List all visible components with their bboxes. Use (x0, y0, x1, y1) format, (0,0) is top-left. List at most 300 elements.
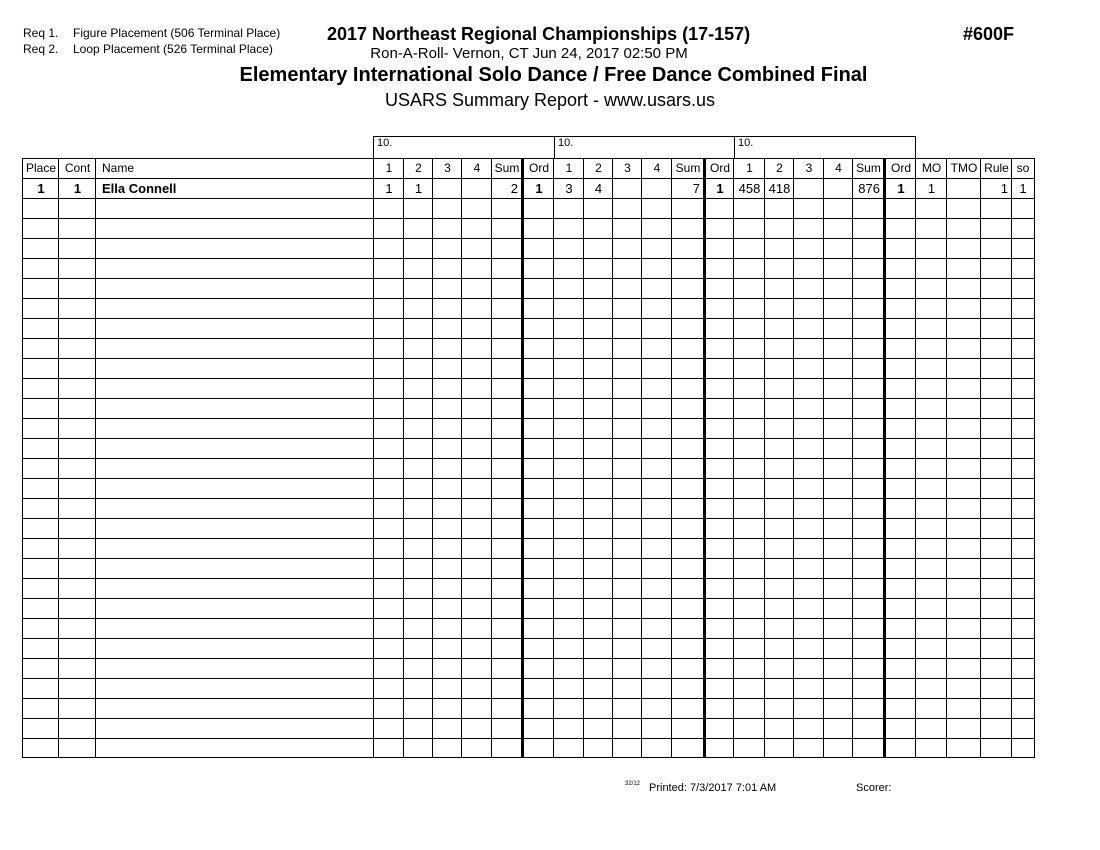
cell-j3-1 (733, 618, 765, 638)
cell-place (22, 518, 59, 538)
cell-j1-1 (373, 358, 404, 378)
cell-j1-3 (432, 618, 462, 638)
cell-j1-sum (491, 258, 522, 278)
cell-j2-4 (641, 438, 672, 458)
cell-j3-2 (764, 578, 794, 598)
cell-j2-ord (703, 418, 734, 438)
cell-j3-3 (793, 198, 824, 218)
cell-j2-ord (703, 718, 734, 738)
cell-j3-ord (883, 658, 916, 678)
cell-j3-ord: 1 (883, 178, 916, 198)
cell-j3-2 (764, 218, 794, 238)
cell-j1-2 (403, 338, 433, 358)
cell-cont (58, 698, 96, 718)
cell-j3-4 (823, 198, 853, 218)
cell-j3-3 (793, 498, 824, 518)
cell-j1-3 (432, 258, 462, 278)
cell-so (1011, 418, 1035, 438)
cell-j1-4 (461, 378, 492, 398)
cell-name (95, 418, 374, 438)
cell-j3-ord (883, 598, 916, 618)
cell-j2-ord (703, 698, 734, 718)
cell-j3-sum (852, 398, 884, 418)
cell-rule (980, 738, 1012, 758)
cell-j3-ord (883, 618, 916, 638)
cell-j3-sum (852, 278, 884, 298)
cell-j3-2 (764, 338, 794, 358)
cell-cont (58, 318, 96, 338)
cell-rule (980, 358, 1012, 378)
cell-so (1011, 398, 1035, 418)
cell-j1-4 (461, 538, 492, 558)
cell-j3-4 (823, 218, 853, 238)
cell-mo (915, 238, 947, 258)
cell-name (95, 618, 374, 638)
cell-name (95, 298, 374, 318)
requirement-2-label: Req 2. (23, 42, 59, 56)
cell-j1-sum (491, 638, 522, 658)
cell-j2-ord (703, 598, 734, 618)
cell-tmo (946, 618, 981, 638)
cell-j2-3 (612, 718, 642, 738)
cell-j3-ord (883, 718, 916, 738)
cell-mo (915, 598, 947, 618)
cell-j1-1 (373, 198, 404, 218)
cell-j3-4 (823, 458, 853, 478)
cell-j3-sum (852, 538, 884, 558)
cell-j2-2 (583, 418, 613, 438)
cell-j2-sum (671, 378, 704, 398)
cell-j1-2 (403, 398, 433, 418)
cell-j2-sum (671, 638, 704, 658)
cell-j1-3 (432, 558, 462, 578)
cell-name (95, 398, 374, 418)
cell-j3-ord (883, 338, 916, 358)
cell-j1-3 (432, 218, 462, 238)
cell-j3-ord (883, 258, 916, 278)
cell-j3-1 (733, 378, 765, 398)
cell-j2-4 (641, 538, 672, 558)
cell-j3-sum (852, 578, 884, 598)
cell-j2-2 (583, 658, 613, 678)
cell-j2-2 (583, 678, 613, 698)
cell-j2-1 (553, 358, 584, 378)
cell-j3-1 (733, 498, 765, 518)
cell-j3-sum (852, 198, 884, 218)
column-header-place: Place (22, 158, 59, 178)
cell-tmo (946, 498, 981, 518)
cell-j3-sum (852, 738, 884, 758)
cell-j1-2 (403, 258, 433, 278)
cell-j1-4 (461, 618, 492, 638)
cell-j1-sum (491, 218, 522, 238)
cell-cont (58, 458, 96, 478)
cell-j2-3 (612, 198, 642, 218)
cell-name (95, 358, 374, 378)
cell-j3-3 (793, 718, 824, 738)
cell-j2-sum (671, 258, 704, 278)
cell-j2-2 (583, 578, 613, 598)
cell-j1-4 (461, 498, 492, 518)
cell-j1-1 (373, 238, 404, 258)
cell-j3-sum (852, 518, 884, 538)
cell-j1-1 (373, 718, 404, 738)
cell-so (1011, 378, 1035, 398)
cell-j2-1 (553, 638, 584, 658)
cell-j2-ord (703, 618, 734, 638)
cell-place (22, 298, 59, 318)
cell-j3-1 (733, 458, 765, 478)
cell-j3-1 (733, 658, 765, 678)
cell-j2-2: 4 (583, 178, 613, 198)
table-row (22, 578, 1034, 598)
cell-cont (58, 498, 96, 518)
cell-mo (915, 278, 947, 298)
cell-j2-1 (553, 418, 584, 438)
cell-cont (58, 398, 96, 418)
table-row (22, 738, 1034, 758)
cell-mo (915, 298, 947, 318)
cell-j3-2 (764, 738, 794, 758)
cell-j1-ord (521, 678, 554, 698)
cell-j2-sum (671, 498, 704, 518)
cell-rule (980, 398, 1012, 418)
column-header-j3-ord: Ord (883, 158, 916, 178)
cell-j1-sum (491, 578, 522, 598)
cell-j1-3 (432, 738, 462, 758)
cell-name (95, 478, 374, 498)
cell-rule (980, 238, 1012, 258)
cell-tmo (946, 558, 981, 578)
column-header-j2-ord: Ord (703, 158, 734, 178)
cell-j2-3 (612, 738, 642, 758)
cell-j2-ord (703, 518, 734, 538)
cell-j3-sum (852, 438, 884, 458)
column-header-j3-1: 1 (733, 158, 765, 178)
cell-mo (915, 218, 947, 238)
cell-place (22, 198, 59, 218)
event-title: 2017 Northeast Regional Championships (17-157) (327, 24, 751, 44)
judge-group-2: 10. (554, 136, 735, 158)
cell-j1-3 (432, 538, 462, 558)
cell-j2-3 (612, 358, 642, 378)
report-subtitle: USARS Summary Report - www.usars.us (384, 90, 716, 110)
table-row (22, 238, 1034, 258)
cell-name (95, 698, 374, 718)
cell-j3-sum (852, 498, 884, 518)
cell-j2-2 (583, 518, 613, 538)
cell-j1-4 (461, 678, 492, 698)
cell-j1-2 (403, 618, 433, 638)
column-header-tmo: TMO (946, 158, 981, 178)
cell-j1-3 (432, 458, 462, 478)
cell-j2-1 (553, 198, 584, 218)
cell-j3-2 (764, 438, 794, 458)
cell-cont (58, 518, 96, 538)
cell-mo (915, 478, 947, 498)
cell-j3-4 (823, 618, 853, 638)
cell-j2-1: 3 (553, 178, 584, 198)
cell-j1-1 (373, 218, 404, 238)
cell-j3-2 (764, 618, 794, 638)
cell-j2-4 (641, 698, 672, 718)
cell-cont (58, 258, 96, 278)
cell-rule (980, 678, 1012, 698)
cell-j3-sum (852, 298, 884, 318)
cell-cont (58, 678, 96, 698)
cell-j1-ord (521, 478, 554, 498)
cell-so: 1 (1011, 178, 1035, 198)
cell-j3-3 (793, 698, 824, 718)
cell-j2-1 (553, 378, 584, 398)
cell-j1-ord (521, 378, 554, 398)
cell-name (95, 578, 374, 598)
table-row (22, 358, 1034, 378)
cell-cont (58, 298, 96, 318)
cell-j1-3 (432, 398, 462, 418)
cell-j1-1 (373, 438, 404, 458)
cell-j3-ord (883, 458, 916, 478)
cell-j2-1 (553, 398, 584, 418)
cell-j3-4 (823, 398, 853, 418)
cell-j3-3 (793, 358, 824, 378)
table-row (22, 598, 1034, 618)
cell-j3-3 (793, 678, 824, 698)
cell-j1-2 (403, 538, 433, 558)
cell-place (22, 678, 59, 698)
cell-tmo (946, 698, 981, 718)
cell-place (22, 318, 59, 338)
cell-j1-2 (403, 698, 433, 718)
cell-j2-2 (583, 298, 613, 318)
cell-j2-3 (612, 618, 642, 638)
cell-rule (980, 558, 1012, 578)
cell-j1-2: 1 (403, 178, 433, 198)
cell-name (95, 638, 374, 658)
table-row (22, 478, 1034, 498)
cell-tmo (946, 598, 981, 618)
cell-rule (980, 198, 1012, 218)
cell-j1-sum (491, 598, 522, 618)
cell-mo (915, 498, 947, 518)
cell-tmo (946, 278, 981, 298)
cell-so (1011, 298, 1035, 318)
cell-j2-sum (671, 458, 704, 478)
cell-j2-3 (612, 378, 642, 398)
cell-j2-sum (671, 518, 704, 538)
cell-cont (58, 338, 96, 358)
cell-j2-ord (703, 318, 734, 338)
cell-place (22, 398, 59, 418)
cell-j1-ord (521, 198, 554, 218)
cell-mo (915, 698, 947, 718)
cell-j1-3 (432, 178, 462, 198)
cell-j3-1 (733, 358, 765, 378)
cell-name (95, 338, 374, 358)
cell-j1-sum (491, 518, 522, 538)
cell-rule (980, 278, 1012, 298)
footer-code: 32/12 (625, 781, 641, 787)
cell-j2-2 (583, 218, 613, 238)
cell-j3-4 (823, 658, 853, 678)
cell-j1-ord (521, 618, 554, 638)
cell-j1-ord (521, 338, 554, 358)
table-row (22, 658, 1034, 678)
cell-j3-1 (733, 438, 765, 458)
cell-j3-4 (823, 558, 853, 578)
cell-j3-4 (823, 598, 853, 618)
cell-cont (58, 478, 96, 498)
cell-j2-3 (612, 218, 642, 238)
cell-j2-3 (612, 438, 642, 458)
cell-j3-4 (823, 498, 853, 518)
table-row (22, 318, 1034, 338)
requirement-1-text: Figure Placement (506 Terminal Place) (73, 26, 281, 40)
cell-j1-3 (432, 598, 462, 618)
cell-j1-1 (373, 518, 404, 538)
cell-j2-sum (671, 218, 704, 238)
cell-j3-ord (883, 698, 916, 718)
cell-j1-3 (432, 678, 462, 698)
cell-j3-1: 458 (733, 178, 765, 198)
cell-rule (980, 218, 1012, 238)
cell-j3-ord (883, 478, 916, 498)
cell-j1-2 (403, 218, 433, 238)
cell-tmo (946, 638, 981, 658)
cell-cont (58, 278, 96, 298)
cell-j1-3 (432, 438, 462, 458)
cell-tmo (946, 218, 981, 238)
cell-j3-1 (733, 598, 765, 618)
cell-j3-2 (764, 298, 794, 318)
cell-rule (980, 498, 1012, 518)
cell-j1-4 (461, 338, 492, 358)
cell-j3-2 (764, 538, 794, 558)
cell-tmo (946, 718, 981, 738)
cell-j1-1 (373, 278, 404, 298)
cell-j3-sum (852, 378, 884, 398)
cell-j2-1 (553, 618, 584, 638)
cell-j1-2 (403, 358, 433, 378)
cell-j1-1: 1 (373, 178, 404, 198)
column-header-j1-2: 2 (403, 158, 433, 178)
cell-cont (58, 718, 96, 738)
cell-j2-2 (583, 398, 613, 418)
cell-j3-sum (852, 318, 884, 338)
cell-place (22, 458, 59, 478)
cell-j3-ord (883, 238, 916, 258)
competition-title: Elementary International Solo Dance / Free Dance Combined Final (239, 64, 868, 86)
cell-j2-4 (641, 318, 672, 338)
cell-place (22, 218, 59, 238)
cell-j1-1 (373, 478, 404, 498)
cell-cont (58, 438, 96, 458)
cell-mo (915, 338, 947, 358)
cell-j1-3 (432, 278, 462, 298)
cell-j3-2 (764, 638, 794, 658)
cell-j3-sum (852, 658, 884, 678)
cell-j3-2 (764, 318, 794, 338)
table-row (22, 718, 1034, 738)
cell-j3-1 (733, 418, 765, 438)
cell-j1-ord (521, 318, 554, 338)
cell-j1-2 (403, 418, 433, 438)
cell-j1-ord (521, 218, 554, 238)
cell-j1-2 (403, 318, 433, 338)
cell-rule (980, 638, 1012, 658)
cell-j3-1 (733, 198, 765, 218)
cell-rule (980, 478, 1012, 498)
cell-j2-4 (641, 378, 672, 398)
cell-tmo (946, 678, 981, 698)
cell-j3-sum (852, 258, 884, 278)
table-row (22, 678, 1034, 698)
cell-j1-3 (432, 418, 462, 438)
cell-j3-2 (764, 418, 794, 438)
cell-j3-sum (852, 638, 884, 658)
cell-j3-3 (793, 298, 824, 318)
cell-j2-2 (583, 478, 613, 498)
cell-mo (915, 738, 947, 758)
cell-j2-1 (553, 238, 584, 258)
cell-mo (915, 398, 947, 418)
column-header-j1-sum: Sum (491, 158, 522, 178)
cell-j2-2 (583, 538, 613, 558)
table-row (22, 458, 1034, 478)
cell-so (1011, 338, 1035, 358)
cell-j1-2 (403, 578, 433, 598)
cell-j3-ord (883, 358, 916, 378)
cell-so (1011, 738, 1035, 758)
cell-j1-sum (491, 698, 522, 718)
cell-place (22, 618, 59, 638)
cell-tmo (946, 418, 981, 438)
cell-j2-2 (583, 618, 613, 638)
table-row (22, 338, 1034, 358)
cell-mo (915, 378, 947, 398)
cell-j3-1 (733, 698, 765, 718)
cell-cont (58, 198, 96, 218)
cell-j3-4 (823, 318, 853, 338)
column-header-j2-2: 2 (583, 158, 613, 178)
cell-j2-1 (553, 718, 584, 738)
cell-j2-sum (671, 278, 704, 298)
cell-j2-ord: 1 (703, 178, 734, 198)
cell-so (1011, 578, 1035, 598)
cell-j1-1 (373, 698, 404, 718)
cell-j2-ord (703, 498, 734, 518)
cell-j2-4 (641, 238, 672, 258)
cell-j2-4 (641, 738, 672, 758)
table-row (22, 258, 1034, 278)
cell-j2-2 (583, 498, 613, 518)
cell-j2-3 (612, 478, 642, 498)
cell-j1-2 (403, 518, 433, 538)
cell-j2-4 (641, 678, 672, 698)
cell-name (95, 278, 374, 298)
cell-rule (980, 378, 1012, 398)
cell-so (1011, 258, 1035, 278)
cell-j3-3 (793, 278, 824, 298)
cell-j1-sum (491, 198, 522, 218)
cell-j1-4 (461, 218, 492, 238)
cell-so (1011, 498, 1035, 518)
cell-j2-sum (671, 718, 704, 738)
cell-j3-3 (793, 658, 824, 678)
cell-mo (915, 518, 947, 538)
cell-j1-3 (432, 478, 462, 498)
cell-j1-1 (373, 378, 404, 398)
